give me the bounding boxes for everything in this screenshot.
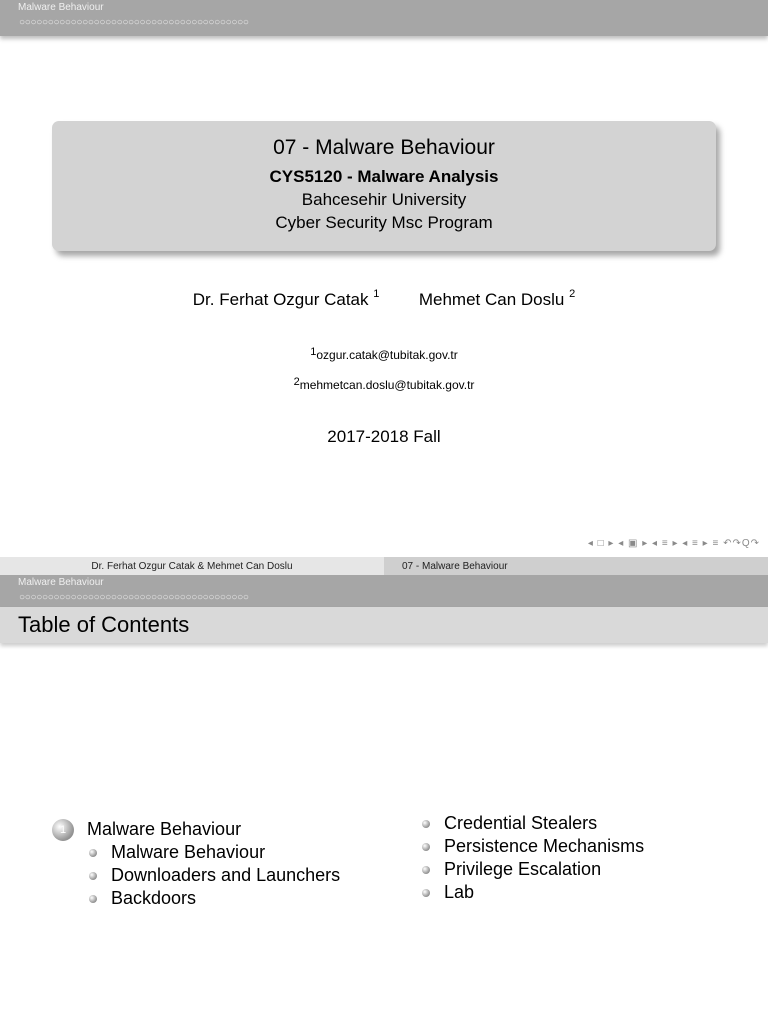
footline [0,557,768,575]
email-1-address: ozgur.catak@tubitak.gov.tr [316,348,458,362]
toc-subsection[interactable] [422,835,644,858]
headline-bar [0,0,768,36]
bullet-icon [89,895,97,903]
toc-subsection[interactable] [52,864,340,887]
toc-slide [0,575,768,1024]
toc-subsection[interactable] [422,858,644,881]
toc-subsection-label: Downloaders and Launchers [111,865,341,885]
toc-subsection-label: Privilege Escalation [444,859,602,879]
email-1-mark: 1 [310,346,317,358]
toc-subsection-label: Persistence Mechanisms [444,836,645,856]
email-2-mark: 2 [293,376,300,388]
toc-left-column [52,818,340,910]
toc-section-label: Malware Behaviour [87,819,242,839]
beamer-navigation-symbols[interactable]: ◂ □ ▸ ◂ ▣ ▸ ◂ ≡ ▸ ◂ ≡ ▸ ≡ ↶↷Q↷ [587,538,760,549]
section-number-ball: 1 [52,819,74,841]
bullet-icon [422,889,430,897]
toc-right-column [422,812,644,904]
bullet-icon [89,872,97,880]
toc-subsection-label: Lab [444,882,475,902]
frame-title: Table of Contents [18,612,190,637]
presentation-subtitle: CYS5120 - Malware Analysis [269,167,499,186]
footer-author: Dr. Ferhat Ozgur Catak & Mehmet Can Doslu [0,557,384,575]
section-name[interactable]: Malware Behaviour [18,577,104,588]
author-2-mark: 2 [569,288,576,300]
frame-title-bar [0,607,768,643]
bullet-icon [422,843,430,851]
presentation-date: 2017-2018 Fall [327,427,441,446]
institute-line-2: Cyber Security Msc Program [275,213,493,232]
email-2 [0,378,768,392]
toc-subsection[interactable] [52,887,340,910]
toc-section[interactable] [52,818,340,841]
footer-title: 07 - Malware Behaviour [384,557,768,575]
institute-line-1: Bahcesehir University [301,190,467,209]
frame-nav-dots[interactable]: ○○○○○○○○○○○○○○○○○○○○○○○○○○○○○○○○○○○○○○○○ [19,17,249,28]
email-2-address: mehmetcan.doslu@tubitak.gov.tr [299,378,475,392]
section-name[interactable]: Malware Behaviour [18,2,104,13]
toc-subsection-label: Backdoors [111,888,197,908]
author-2: Mehmet Can Doslu [418,290,565,309]
toc-subsection[interactable] [422,812,644,835]
bullet-icon [422,820,430,828]
bullet-icon [89,849,97,857]
toc-subsection[interactable] [52,841,340,864]
toc-subsection-label: Malware Behaviour [111,842,266,862]
title-block [52,121,716,251]
toc-subsection[interactable] [422,881,644,904]
authors [0,290,768,310]
author-1: Dr. Ferhat Ozgur Catak [192,290,369,309]
frame-nav-dots[interactable]: ○○○○○○○○○○○○○○○○○○○○○○○○○○○○○○○○○○○○○○○○ [19,592,249,603]
email-1 [0,348,768,362]
author-1-mark: 1 [373,288,380,300]
toc-subsection-label: Credential Stealers [444,813,598,833]
headline-bar [0,575,768,611]
presentation-title: 07 - Malware Behaviour [273,136,495,159]
bullet-icon [422,866,430,874]
